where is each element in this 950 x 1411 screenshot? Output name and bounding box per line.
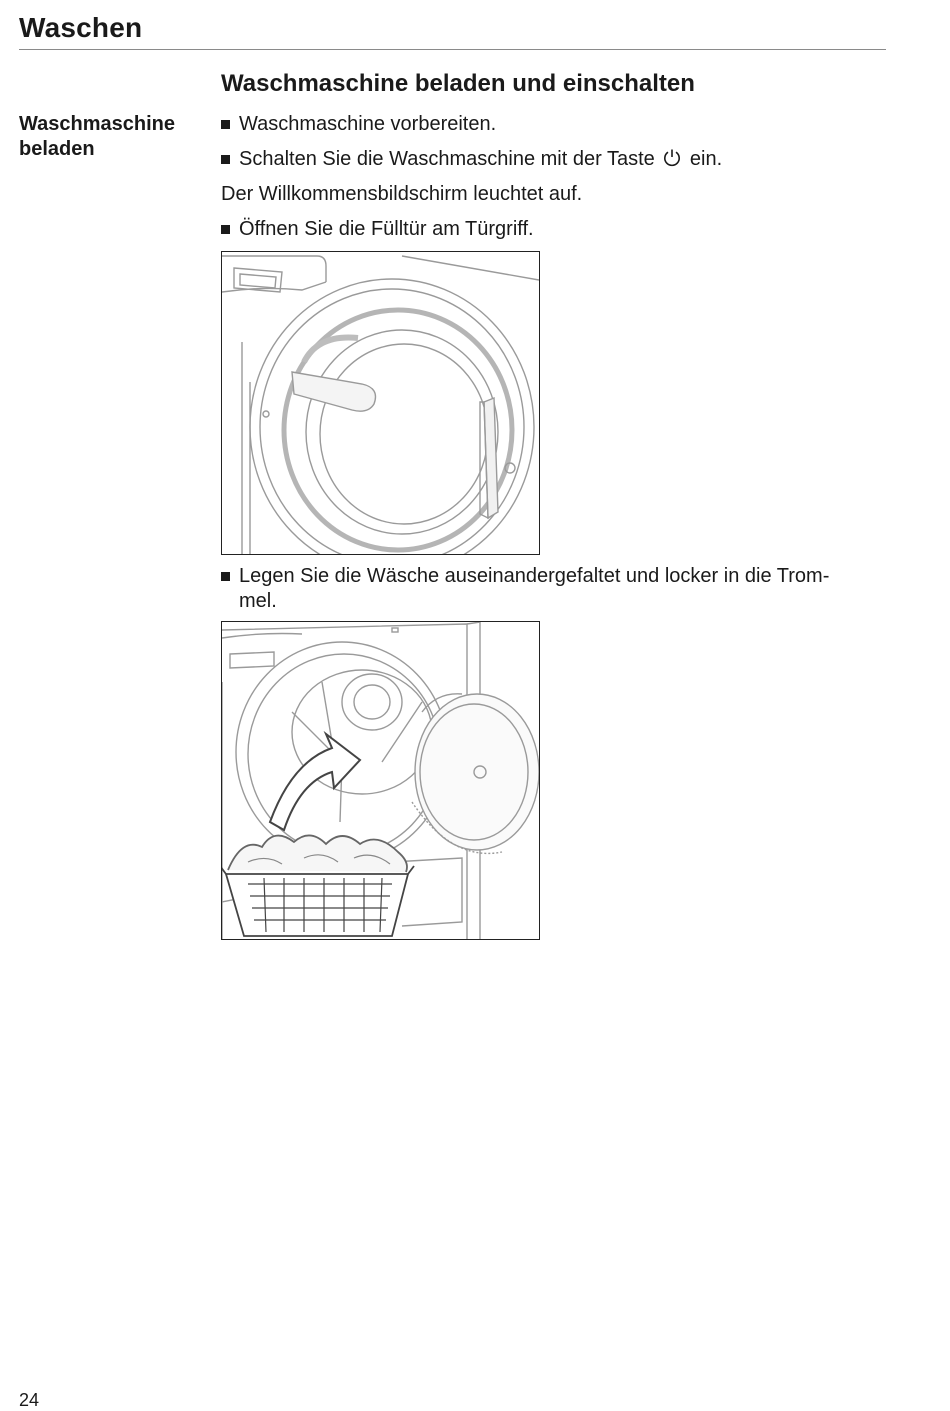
step-text-before-icon: Schalten Sie die Waschmaschine mit der Taste (239, 148, 655, 170)
chapter-title: Waschen (19, 12, 143, 43)
side-heading (19, 112, 199, 162)
bullet-marker (221, 572, 230, 581)
header-divider (19, 49, 886, 50)
step-text: Öffnen Sie die Fülltür am Türgriff. (239, 218, 534, 240)
power-icon (662, 148, 682, 175)
washing-machine-door-handle-illustration (222, 252, 539, 554)
section-heading: Waschmaschine beladen und einschalten (221, 70, 695, 97)
page-number: 24 (19, 1390, 40, 1410)
side-heading-text: Waschmaschine beladen (19, 113, 175, 160)
step-text-line: mel. (239, 590, 277, 612)
bullet-marker (221, 155, 230, 164)
result-text: Der Willkommensbildschirm leuchtet auf. (221, 183, 583, 205)
loading-laundry-basket-illustration (222, 622, 539, 939)
figure-door-handle (221, 251, 540, 555)
bullet-marker (221, 225, 230, 234)
step-text (239, 147, 722, 175)
step-text: Waschmaschine vorbereiten. (239, 113, 497, 135)
figure-loading-laundry (221, 621, 540, 940)
step-text (239, 564, 829, 614)
step-text-after-icon: ein. (689, 148, 723, 170)
bullet-marker (221, 120, 230, 129)
step-text-line: Legen Sie die Wäsche auseinandergefaltet und locker in die Trom- (239, 565, 830, 587)
